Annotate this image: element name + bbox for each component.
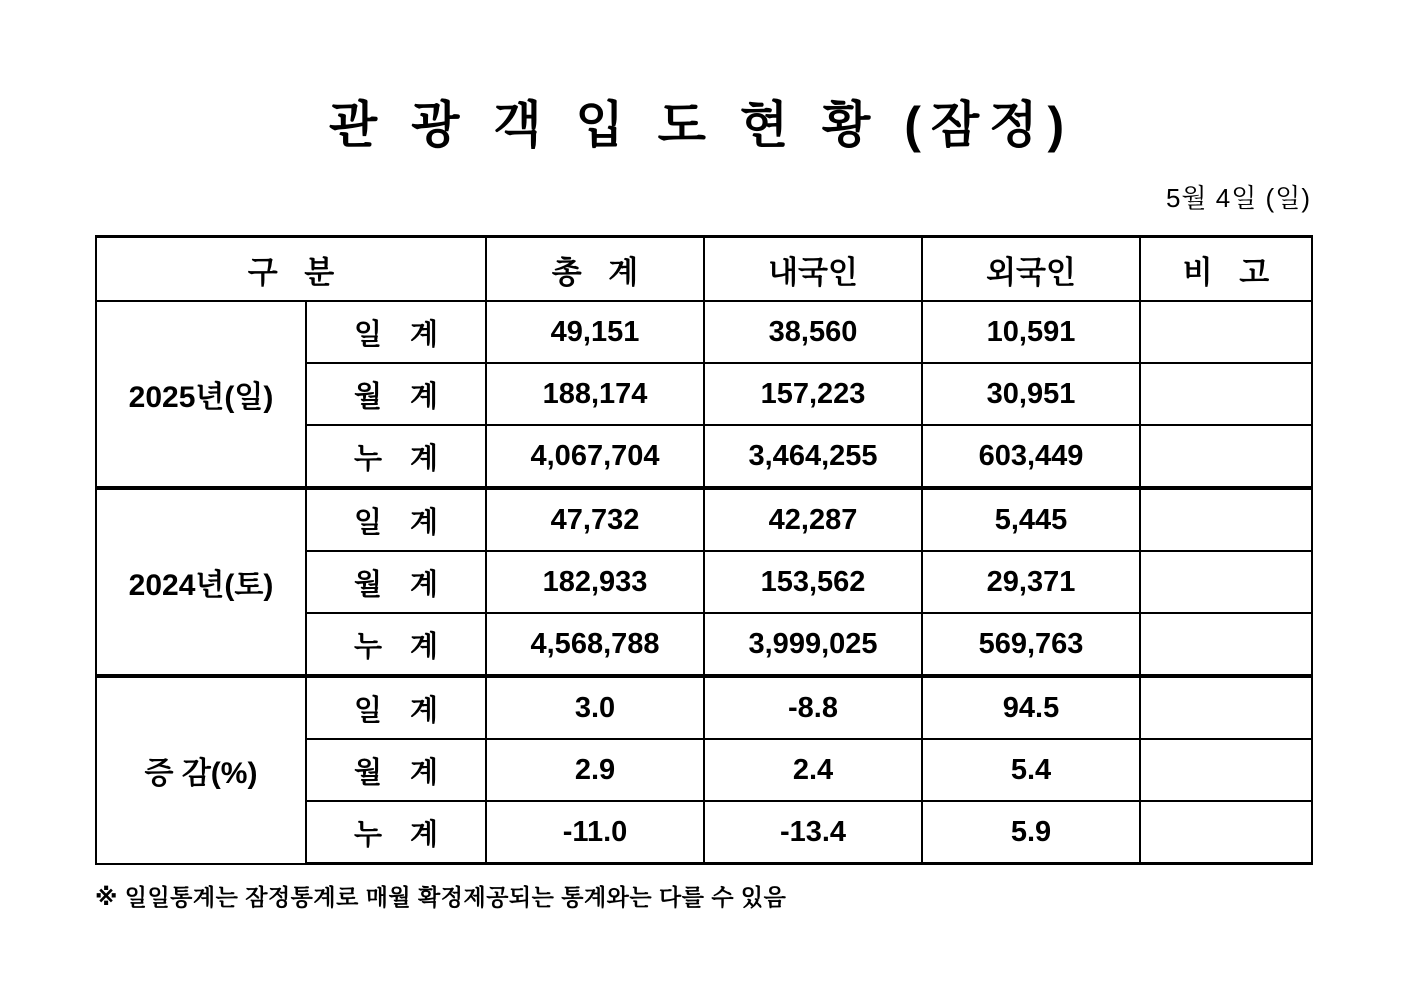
cell-total: 182,933 xyxy=(486,551,704,613)
footnote: ※ 일일통계는 잠정통계로 매월 확정제공되는 통계와는 다를 수 있음 xyxy=(95,884,787,910)
cell-note xyxy=(1140,801,1312,864)
cell-domestic: 42,287 xyxy=(704,488,922,551)
tourist-arrivals-table xyxy=(95,235,1313,865)
cell-total: 47,732 xyxy=(486,488,704,551)
cell-foreign: 29,371 xyxy=(922,551,1140,613)
row-sub-label: 일 계 xyxy=(306,488,486,551)
row-sub-label: 일 계 xyxy=(306,676,486,739)
row-sub-label: 월 계 xyxy=(306,739,486,801)
cell-total: 2.9 xyxy=(486,739,704,801)
table-row xyxy=(96,676,1312,739)
row-group-label: 2024년(토) xyxy=(96,488,306,676)
cell-note xyxy=(1140,363,1312,425)
cell-total: 3.0 xyxy=(486,676,704,739)
cell-foreign: 603,449 xyxy=(922,425,1140,488)
row-group-label: 증 감(%) xyxy=(96,676,306,864)
cell-domestic: 2.4 xyxy=(704,739,922,801)
cell-note xyxy=(1140,488,1312,551)
statistics-table-container xyxy=(0,215,1403,865)
column-header-domestic: 내국인 xyxy=(704,237,922,302)
cell-foreign: 5,445 xyxy=(922,488,1140,551)
row-sub-label: 누 계 xyxy=(306,801,486,864)
row-sub-label: 누 계 xyxy=(306,613,486,676)
cell-domestic: -8.8 xyxy=(704,676,922,739)
cell-total: 4,067,704 xyxy=(486,425,704,488)
cell-domestic: 3,999,025 xyxy=(704,613,922,676)
table-header-row xyxy=(96,237,1312,302)
column-header-note: 비 고 xyxy=(1140,237,1312,302)
column-header-total: 총 계 xyxy=(486,237,704,302)
table-header xyxy=(96,237,1312,302)
cell-total: -11.0 xyxy=(486,801,704,864)
column-header-foreign: 외국인 xyxy=(922,237,1140,302)
cell-domestic: 157,223 xyxy=(704,363,922,425)
row-sub-label: 일 계 xyxy=(306,301,486,363)
cell-foreign: 5.4 xyxy=(922,739,1140,801)
row-sub-label: 월 계 xyxy=(306,551,486,613)
cell-total: 188,174 xyxy=(486,363,704,425)
cell-foreign: 10,591 xyxy=(922,301,1140,363)
report-date: 5월 4일 (일) xyxy=(1165,183,1311,213)
cell-foreign: 94.5 xyxy=(922,676,1140,739)
cell-note xyxy=(1140,425,1312,488)
column-header-category: 구 분 xyxy=(96,237,486,302)
cell-domestic: 38,560 xyxy=(704,301,922,363)
cell-domestic: 153,562 xyxy=(704,551,922,613)
cell-total: 49,151 xyxy=(486,301,704,363)
cell-note xyxy=(1140,676,1312,739)
table-row xyxy=(96,488,1312,551)
cell-domestic: 3,464,255 xyxy=(704,425,922,488)
cell-note xyxy=(1140,613,1312,676)
row-sub-label: 누 계 xyxy=(306,425,486,488)
row-sub-label: 월 계 xyxy=(306,363,486,425)
cell-foreign: 5.9 xyxy=(922,801,1140,864)
cell-note xyxy=(1140,551,1312,613)
cell-total: 4,568,788 xyxy=(486,613,704,676)
table-row xyxy=(96,301,1312,363)
row-group-label: 2025년(일) xyxy=(96,301,306,488)
cell-note xyxy=(1140,301,1312,363)
cell-foreign: 30,951 xyxy=(922,363,1140,425)
cell-domestic: -13.4 xyxy=(704,801,922,864)
page-title: 관 광 객 입 도 현 황 (잠정) xyxy=(328,97,1075,153)
cell-note xyxy=(1140,739,1312,801)
cell-foreign: 569,763 xyxy=(922,613,1140,676)
table-body xyxy=(96,301,1312,864)
